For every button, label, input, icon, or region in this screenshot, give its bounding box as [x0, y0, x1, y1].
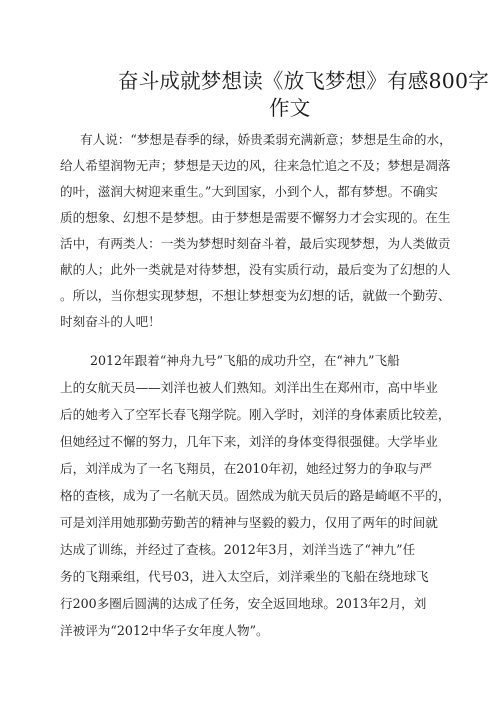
paragraph-line: 的叶，滋润大树迎来重生。”大到国家，小到个人，都有梦想。不确实: [60, 184, 438, 199]
paragraph-line: 有人说：“梦想是春季的绿，娇贵柔弱充满新意；梦想是生命的水，: [80, 132, 452, 147]
paragraph-line: 2012年跟着“神舟九号”飞船的成功升空，在“神九”飞船: [90, 353, 400, 368]
paragraph-line: 。所以，当你想实现梦想，不想让梦想变为幻想的话，就做一个勤劳、: [60, 288, 451, 303]
paragraph-line: 格的查核，成为了一名航天员。固然成为航天员后的路是崎岖不平的，: [60, 488, 451, 503]
paragraph-line: 时刻奋斗的人吧！: [60, 314, 161, 329]
paragraph-line: 务的飞翔乘组，代号03，进入太空后，刘洋乘坐的飞船在绕地球飞: [60, 569, 429, 584]
title-line-1: 奋斗成就梦想读《放飞梦想》有感800字: [118, 69, 489, 93]
paragraph-line: 可是刘洋用她那勤劳勤苦的精神与坚毅的毅力，仅用了两年的时间就: [60, 515, 438, 530]
paragraph-line: 达成了训练，并经过了查核。2012年3月，刘洋当选了“神九”任: [60, 542, 416, 557]
paragraph-line: 给人希望润物无声；梦想是天边的风，往来急忙追之不及；梦想是凋落: [60, 158, 451, 173]
paragraph-line: 献的人；此外一类就是对待梦想，没有实质行动，最后变为了幻想的人: [60, 262, 451, 277]
paragraph-line: 上的女航天员——刘洋也被人们熟知。刘洋出生在郑州市，高中毕业: [60, 380, 438, 395]
paragraph-line: 行200多圈后圆满的达成了任务，安全返回地球。2013年2月，刘: [60, 596, 427, 611]
paragraph-line: 后的她考入了空军长春飞翔学院。刚入学时，刘洋的身体素质比较差，: [60, 407, 451, 422]
title-line-2: 作文: [269, 96, 311, 120]
paragraph-line: 活中，有两类人：一类为梦想时刻奋斗着，最后实现梦想，为人类做贡: [60, 236, 451, 251]
paragraph-line: 洋被评为“2012中华子女年度人物”。: [60, 623, 269, 638]
paragraph-line: 后，刘洋成为了一名飞翔员，在2010年初，她经过努力的争取与严: [60, 461, 433, 476]
paragraph-line: 质的想象、幻想不是梦想。由于梦想是需要不懈努力才会实现的。在生: [60, 210, 451, 225]
paragraph-line: 但她经过不懈的努力，几年下来，刘洋的身体变得很强健。大学毕业: [60, 434, 438, 449]
